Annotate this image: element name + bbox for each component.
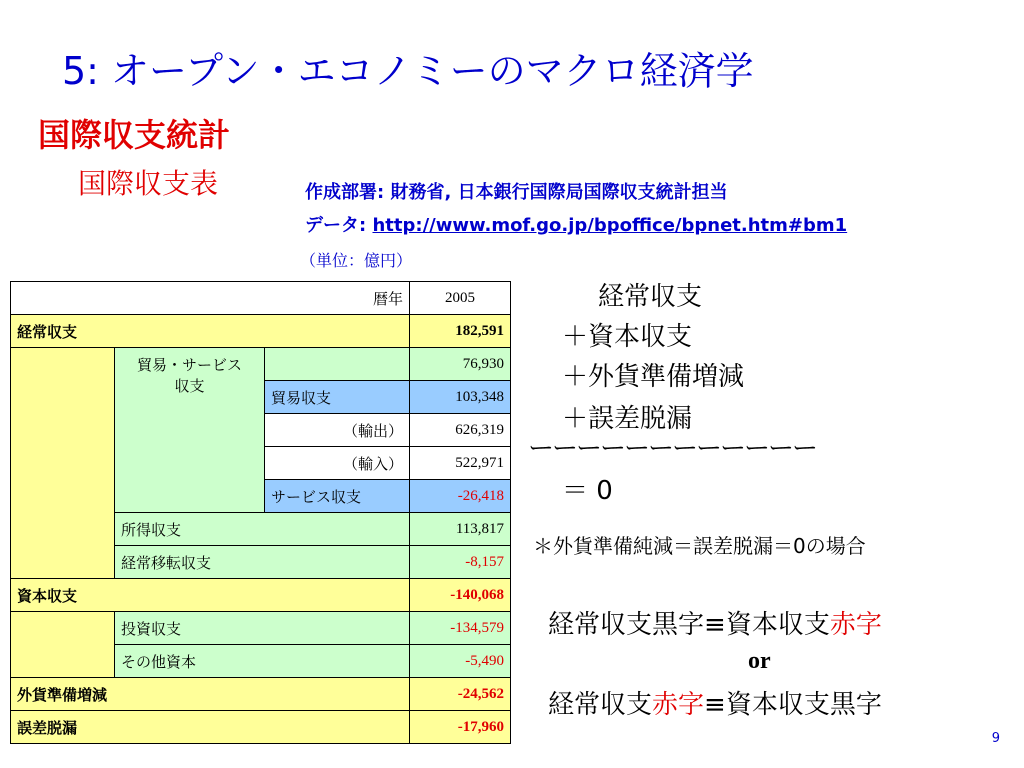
equation-result: ＝ 0 [562,476,613,506]
imports-label: （輸入） [265,447,410,480]
income-balance-value: 113,817 [410,513,511,546]
other-capital-label: その他資本 [115,645,410,678]
current-transfers-value: -8,157 [410,546,511,579]
capital-account-label: 資本収支 [11,579,410,612]
current-account-label: 経常収支 [11,315,410,348]
exports-label: （輸出） [265,414,410,447]
footnote: ＊外貨準備純減＝誤差脱漏＝0の場合 [533,534,866,558]
table-header-row [11,282,511,315]
services-balance-value: -26,418 [410,480,511,513]
identity-2-part4: 黒字 [829,690,882,720]
current-transfers-label: 経常移転収支 [115,546,410,579]
capital-account-indent [11,612,115,678]
goods-services-label-line2: 収支 [174,377,205,395]
errors-omissions-value: -17,960 [410,711,511,744]
subsection-title: 国際収支表 [78,167,219,200]
equation-line-4: ＋誤差脱漏 [562,404,693,434]
source-author: 作成部署: 財務省, 日本銀行国際局国際収支統計担当 [305,182,728,203]
other-capital-value: -5,490 [410,645,511,678]
goods-services-value: 76,930 [410,348,511,381]
identity-2-part3: ≡資本収支 [704,690,830,720]
identity-1-part3: ≡資本収支 [704,610,830,640]
table-row [11,711,511,744]
source-data [305,211,847,237]
slide-title: 5: オープン・エコノミーのマクロ経済学 [62,49,754,93]
goods-services-label-line1: 貿易・サービス [136,356,242,374]
data-label: データ: [305,215,367,236]
section-title: 国際収支統計 [38,116,231,154]
goods-services-spacer [265,348,410,381]
goods-services-label [115,348,265,513]
unit-note: （単位：億円） [300,251,413,270]
equation-line-3: ＋外貨準備増減 [562,362,745,392]
current-account-value: 182,591 [410,315,511,348]
table-row [11,678,511,711]
equation-divider: ーーーーーーーーーーーー [528,434,817,464]
imports-value: 522,971 [410,447,511,480]
services-balance-label: サービス収支 [265,480,410,513]
exports-value: 626,319 [410,414,511,447]
table-row [11,315,511,348]
identity-1-part2: 黒字 [652,610,705,640]
year-cell: 2005 [410,282,511,315]
current-account-indent [11,348,115,579]
identity-line-2 [548,684,882,721]
capital-account-value: -140,068 [410,579,511,612]
trade-balance-label: 貿易収支 [265,381,410,414]
year-label-cell: 暦年 [11,282,410,315]
table-row [11,348,511,381]
reserves-change-value: -24,562 [410,678,511,711]
trade-balance-value: 103,348 [410,381,511,414]
table-row [11,612,511,645]
income-balance-label: 所得収支 [115,513,410,546]
equation-line-1: 経常収支 [598,282,703,312]
data-url-link[interactable]: http://www.mof.go.jp/bpoffice/bpnet.htm#bm1 [372,215,848,236]
reserves-change-label: 外貨準備増減 [11,678,410,711]
investment-balance-label: 投資収支 [115,612,410,645]
identity-1-part1: 経常収支 [548,610,653,640]
balance-of-payments-table [10,281,511,744]
identity-1-part4: 赤字 [829,610,882,640]
identity-or: or [748,648,771,674]
equation-line-2: ＋資本収支 [562,322,693,352]
page-number: 9 [991,731,1000,746]
table-row [11,579,511,612]
errors-omissions-label: 誤差脱漏 [11,711,410,744]
identity-2-part1: 経常収支 [548,690,653,720]
identity-line-1 [548,604,882,641]
investment-balance-value: -134,579 [410,612,511,645]
identity-2-part2: 赤字 [652,690,705,720]
